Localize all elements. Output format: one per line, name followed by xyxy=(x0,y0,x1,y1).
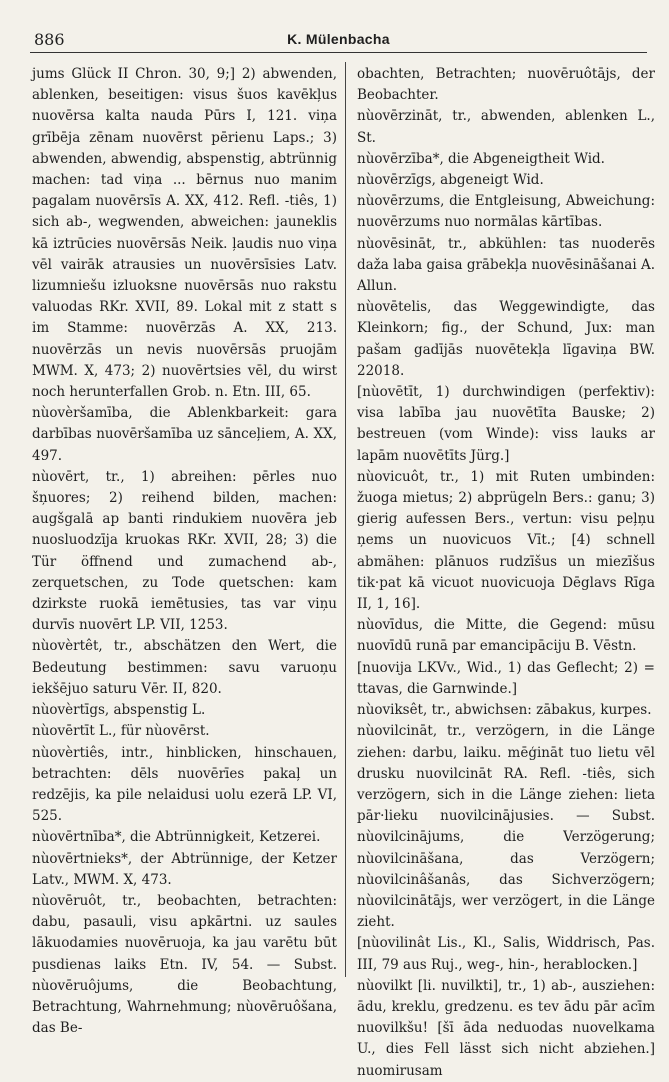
page-number: 886 xyxy=(34,30,65,49)
entry-text: nùovèrtêt, tr., abschätzen den Wert, die Bedeutung bestimmen: savu varuoņu iekšējuo saturu Vēr. II, 820. xyxy=(32,638,337,697)
entry-text: nùovilcināt, tr., verzögern, in die Länge ziehen: darbu, laiku. mēģināt tuo lietu vēl drusku nuovilcināt RA. Refl. -tiês, sich verzögern, sich in die Länge ziehen: lieta pār·lieku nuovilcinājusies. — Subst. nùovilcinājums, die Verzögerung; nùovilcināšana, das Verzögern; nùovilcinâšanâs, das Sichverzögern; nùovilcinātājs, wer verzögert, in die Länge zieht. xyxy=(357,723,655,931)
entry-text: nùovērzināt, tr., abwenden, ablenken L., St. xyxy=(357,108,655,146)
entry-text: nùovētelis, das Weggewindigte, das Kleinkorn; fig., der Schund, Jux: man pašam gadījās nuovētekļa līgaviņa BW. 22018. xyxy=(357,299,655,379)
column-divider xyxy=(345,62,346,977)
entry-text: nùovēsināt, tr., abkühlen: tas nuoderēs daža laba gaisa grābekļa nuovēsināšanai A. Allun. xyxy=(357,235,655,295)
right-column xyxy=(357,64,655,1082)
entry-text: nùovērtnieks*, der Abtrünnige, der Ketzer Latv., MWM. X, 473. xyxy=(32,850,337,888)
running-title: K. Mülenbacha xyxy=(287,31,390,47)
entry-text: nùovērt, tr., 1) abreihen: pērles nuo šņuores; 2) reihend bilden, machen: augšgalā ap banti rindukiem nuovēra jeb nuosluodzīja kruokas RKr. XVII, 28; 3) die Tür öffnend und zumachend ab-, zerquetschen, zu Tode quetschen: kam dzirkste ruokā iemētusies, tas var viņu durvīs nuovērt LP. VII, 1253. xyxy=(32,468,337,634)
page-header xyxy=(30,28,647,50)
entry-text: [nùovilinât Lis., Kl., Salis, Widdrisch, Pas. III, 79 aus Ruj., weg-, hin-, herablocken.] xyxy=(357,935,655,973)
entry-text: nùovicuôt, tr., 1) mit Ruten umbinden: žuoga mietus; 2) abprügeln Bers.: ganu; 3) gierig aufessen Bers., vertun: visu peļņu ņems un nuovicuos Vīt.; [4) schnell abmähen: plānuos rudzīšus un miezīšus tik·pat kā vicuot nuovicuoja Dēglavs Rīga II, 1, 16]. xyxy=(357,468,655,613)
entry-text: jums Glück II Chron. 30, 9;] 2) abwenden, ablenken, beseitigen: visus šuos kavēkļus nuovērsa kalta nauda Pūrs I, 121. viņa grībēja zēnam nuovērst pērienu Laps.; 3) abwenden, abwendig, abspenstig, abtrünnig machen: tad viņa ... bērnus nuo manim pagalam nuovērsīs A. XX, 412. Refl. -tiês, 1) sich ab-, wegwenden, abweichen: jauneklis kā iztrūcies nuovērsās Neik. ļaudis nuo viņa vēl vairāk atrausies un nuovērsīsies Latv. lizumniešu izluoksne nuovērsās nuo rakstu valuodas RKr. XVII, 89. Lokal mit z statt s im Stamme: nuovērzās A. XX, 213. nuovērzās un nevis nuovērsās pruojām MWM. X, 473; 2) nuovērtsies vēl, du wirst noch herunterfallen Grob. n. Etn. III, 65. xyxy=(32,66,337,401)
entry-text: nùovērtīt L., für nùovērst. xyxy=(32,723,210,740)
entry-text: nùoviksêt, tr., abwichsen: zābakus, kurpes. xyxy=(357,702,652,719)
entry-text: nùovèrtīgs, abspenstig L. xyxy=(32,702,206,719)
entry-text: [nuovija LKVv., Wid., 1) das Geflecht; 2) = ttavas, die Garnwinde.] xyxy=(357,659,655,697)
entry-text: [nùovētīt, 1) durchwindigen (perfektiv): visa labība jau nuovētīta Bauske; 2) bestreuen (vom Winde): viss lauks ar lapām nuovētīts Jürg.] xyxy=(357,384,655,464)
entry-text: nùovilkt [li. nuvilkti], tr., 1) ab-, ausziehen: ādu, kreklu, gredzenu. es tev ādu pār acīm nuovilkšu! [šī āda neduodas nuovelkama U., dies Fell lässt sich nicht abziehen.] nuomirusam xyxy=(357,977,655,1079)
entry-text: nùovērzība*, die Abgeneigtheit Wid. xyxy=(357,150,605,167)
entry-text: nùovēruôt, tr., beobachten, betrachten: dabu, pasauli, visu apkārtni. uz saules lākuodamies nuovēruoja, ka jau varētu būt pusdienas laiks Etn. IV, 54. — Subst. nùovēruôjums, die Beobachtung, Betrachtung, Wahrnehmung; nùovēruôšana, das Be- xyxy=(32,892,337,1037)
entry-text: nùovèršamība, die Ablenkbarkeit: gara darbības nuovēršamība uz sānceļiem, A. XX, 497. xyxy=(32,405,337,464)
entry-text: nùovērzīgs, abgeneigt Wid. xyxy=(357,172,544,189)
entry-text: nùovèrtiês, intr., hinblicken, hinschauen, betrachten: dēls nuovērīes pakaļ un redzējis, ka pile nelaidusi uolu ezerā LP. VI, 525. xyxy=(32,744,337,825)
left-column xyxy=(32,64,337,1039)
entry-text: nùovērtnība*, die Abtrünnigkeit, Ketzerei. xyxy=(32,829,321,846)
entry-text: obachten, Betrachten; nuovēruôtājs, der Beobachter. xyxy=(357,66,655,104)
entry-text: nùovērzums, die Entgleisung, Abweichung: nuovērzums nuo normālas kārtības. xyxy=(357,193,655,231)
header-rule xyxy=(30,52,647,53)
entry-text: nùovīdus, die Mitte, die Gegend: mūsu nuovīdū runā par emancipāciju B. Vēstn. xyxy=(357,617,655,655)
